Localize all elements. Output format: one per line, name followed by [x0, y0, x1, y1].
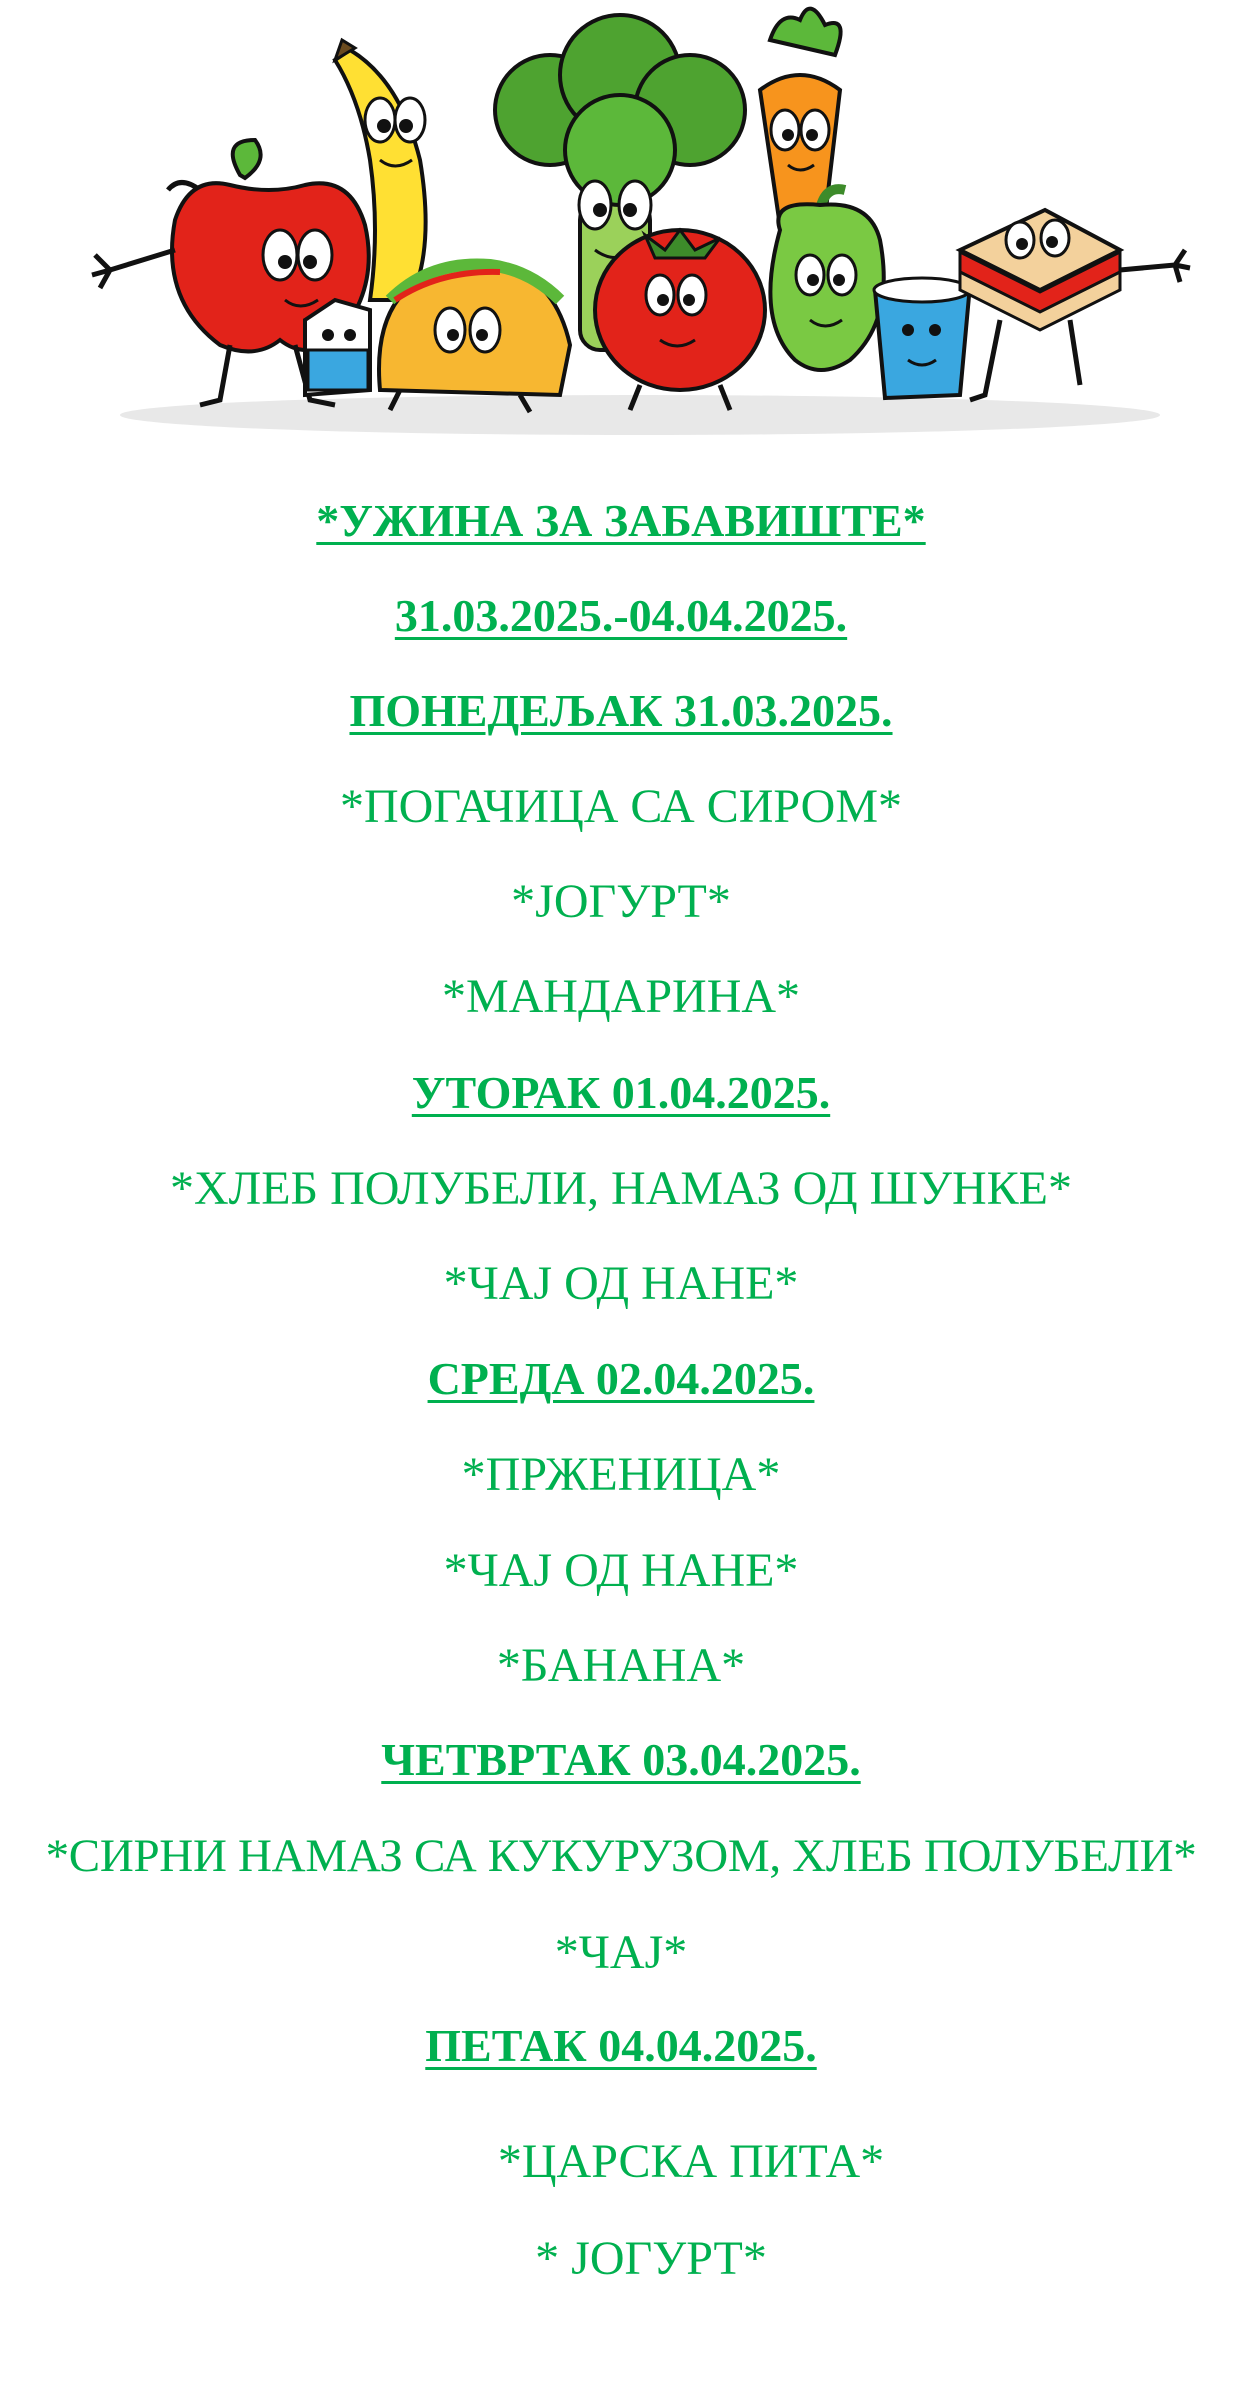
tomato-icon [595, 230, 765, 410]
menu-item: *ХЛЕБ ПОЛУБЕЛИ, НАМАЗ ОД ШУНКЕ* [170, 1162, 1072, 1215]
day-heading-wednesday: СРЕДА 02.04.2025. [427, 1353, 815, 1404]
ground-shadow [120, 395, 1160, 435]
menu-title: *УЖИНА ЗА ЗАБАВИШТЕ* [316, 495, 926, 546]
sandwich-icon [960, 210, 1190, 400]
day-heading-friday: ПЕТАК 04.04.2025. [425, 2020, 817, 2071]
taco-icon [379, 264, 570, 412]
menu-item: *МАНДАРИНА* [441, 970, 801, 1023]
menu-item: *ЧАЈ ОД НАНЕ* [443, 1544, 799, 1597]
menu-item: *ЧАЈ* [554, 1926, 688, 1979]
food-characters-illustration [80, 0, 1200, 440]
milk-carton-icon [305, 300, 370, 395]
menu-item: *ПРЖЕНИЦА* [461, 1448, 781, 1501]
menu-period: 31.03.2025.-04.04.2025. [394, 590, 848, 641]
menu-item: *ЈОГУРТ* [511, 875, 731, 928]
pepper-icon [770, 189, 883, 370]
menu-item: *БАНАНА* [496, 1639, 746, 1692]
menu-item: *ЦАРСКА ПИТА* [497, 2135, 885, 2188]
day-heading-tuesday: УТОРАК 01.04.2025. [411, 1067, 831, 1118]
menu-item: *ПОГАЧИЦА СА СИРОМ* [339, 780, 902, 833]
menu-item: *СИРНИ НАМАЗ СА КУКУРУЗОМ, ХЛЕБ ПОЛУБЕЛИ* [45, 1830, 1197, 1882]
yogurt-cup-icon [874, 278, 970, 398]
day-heading-monday: ПОНЕДЕЉАК 31.03.2025. [349, 685, 893, 736]
menu-item: *ЧАЈ ОД НАНЕ* [443, 1257, 799, 1310]
menu-item: * ЈОГУРТ* [535, 2232, 767, 2285]
day-heading-thursday: ЧЕТВРТАК 03.04.2025. [381, 1734, 861, 1785]
